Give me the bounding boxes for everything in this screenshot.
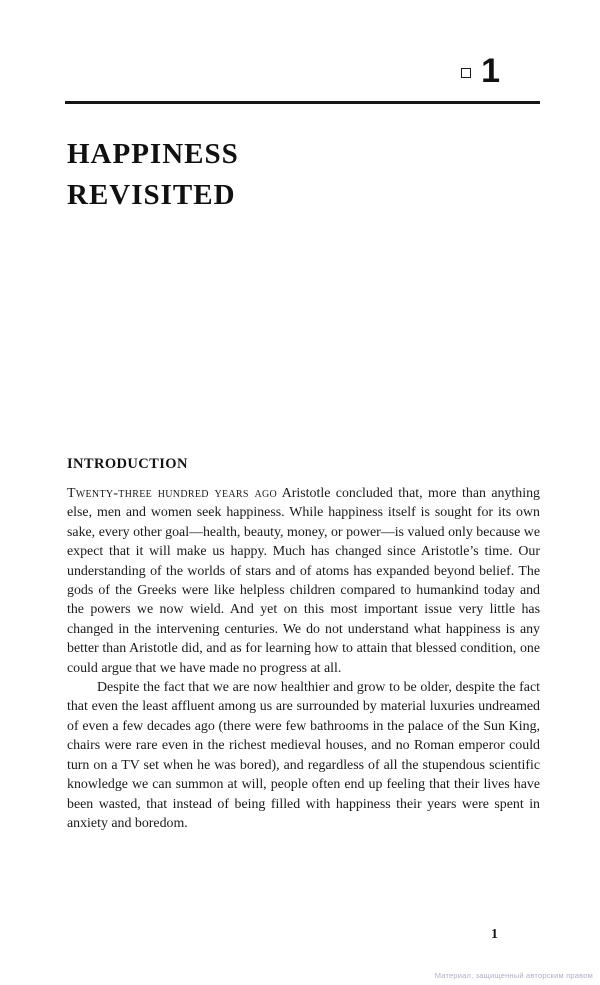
- page-number: 1: [491, 927, 498, 942]
- chapter-title-line-1: HAPPINESS: [67, 138, 239, 170]
- paragraph-1: [67, 484, 540, 678]
- chapter-number: 1: [481, 52, 500, 90]
- paragraph-1-lead-smallcaps: Twenty-three hundred years ago: [67, 486, 278, 501]
- copyright-watermark: Материал, защищенный авторским правом: [434, 971, 593, 980]
- header-rule: [65, 101, 540, 104]
- chapter-header: [461, 54, 500, 88]
- chapter-marker-square-icon: [461, 68, 471, 78]
- paragraph-2: Despite the fact that we are now healthier and grow to be older, despite the fact that even the least affluent among us are surrounded by material luxuries undreamed of even a few decades ago (there were few bathrooms in the palace of the Sun King, chairs were rare even in the richest medieval houses, and no Roman emperor could turn on a TV set when he was bored), and regardless of all the stupendous scientific knowledge we can summon at will, people often end up feeling that their lives have been wasted, that instead of being filled with happiness their years were spent in anxiety and boredom.: [67, 680, 540, 831]
- body-text: [67, 484, 540, 833]
- section-heading: INTRODUCTION: [67, 456, 188, 472]
- chapter-title: [67, 134, 239, 216]
- paragraph-1-rest: Aristotle concluded that, more than anything else, men and women seek happiness. While happiness itself is sought for its own sake, every other goal—health, beauty, money, or power—is valued only because we expect that it will make us happy. Much has changed since Aristotle’s time. Our understanding of the worlds of stars and of atoms has expanded beyond belief. The gods of the Greeks were like helpless children compared to humankind today and the powers we now wield. And yet on this most important issue very little has changed in the intervening centuries. We do not understand what happiness is any better than Aristotle did, and as for learning how to attain that blessed condition, one could argue that we have made no progress at all.: [67, 486, 540, 676]
- chapter-title-line-2: REVISITED: [67, 179, 236, 211]
